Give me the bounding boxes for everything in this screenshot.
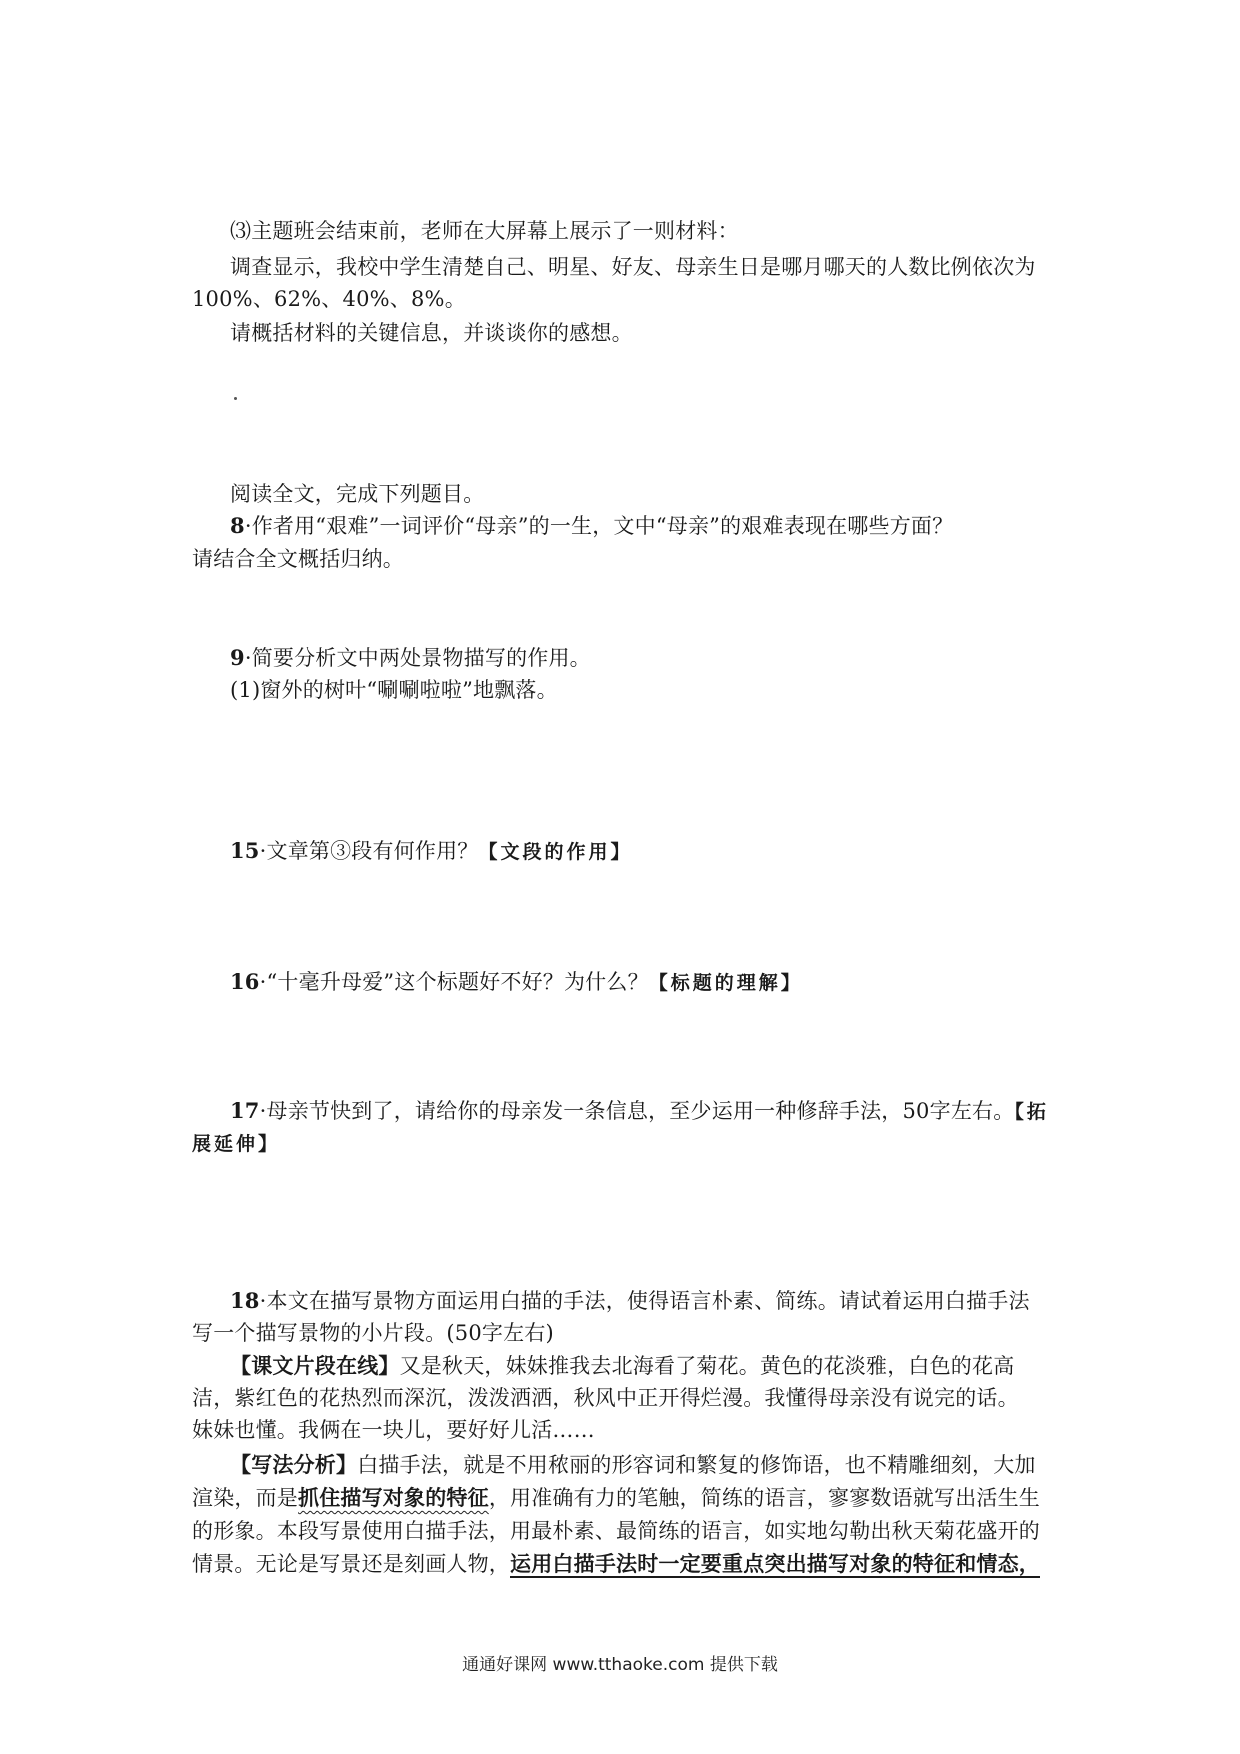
question-17-tag-part1: 【拓 (1014, 1101, 1049, 1123)
question-15 (230, 836, 1062, 867)
analysis-text-line2-a: 渲染，而是 (192, 1486, 298, 1510)
question-15-tag: 【文段的作用】 (478, 841, 633, 863)
question-18-line1 (230, 1286, 1062, 1316)
analysis-line4 (192, 1549, 1062, 1579)
question-15-number: 15 (230, 838, 260, 863)
question-9-text: ·简要分析文中两处景物描写的作用。 (244, 646, 591, 670)
read-instruction: 阅读全文，完成下列题目。 (230, 482, 485, 506)
excerpt-line2: 洁，紫红色的花热烈而深沉，泼泼洒洒，秋风中正开得烂漫。我懂得母亲没有说完的话。 (192, 1386, 1019, 1410)
question-9-sub1: (1)窗外的树叶“唰唰啦啦”地飘落。 (230, 678, 558, 702)
question-16-number: 16 (230, 969, 260, 994)
question-8-line2: 请结合全文概括归纳。 (192, 547, 404, 571)
question-8-number: 8 (230, 513, 245, 538)
analysis-emphasis-technique: 运用白描手法时一定要重点突出描写对象的特征和情态， (510, 1551, 1040, 1576)
excerpt-text-line1: 又是秋天，妹妹推我去北海看了菊花。黄色的花淡雅，白色的花高 (399, 1354, 1015, 1378)
section3-intro: ⑶主题班会结束前，老师在大屏幕上展示了一则材料： (230, 219, 739, 243)
question-16 (230, 967, 1062, 998)
question-17-text: ·母亲节快到了，请给你的母亲发一条信息，至少运用一种修辞手法，50字左右。 (259, 1099, 1015, 1123)
stray-dot-mark (234, 397, 237, 400)
question-18-text: ·本文在描写景物方面运用白描的手法，使得语言朴素、简练。请试着运用白描手法 (259, 1289, 1030, 1313)
analysis-emphasis-feature: 抓住描写对象的特征 (298, 1485, 489, 1510)
question-8-line1 (230, 511, 1062, 541)
question-16-text: ·“十毫升母爱”这个标题好不好？为什么？ (259, 970, 649, 994)
question-18-line2: 写一个描写景物的小片段。(50字左右) (192, 1321, 554, 1345)
analysis-line3: 的形象。本段写景使用白描手法，用最朴素、最简练的语言，如实地勾勒出秋天菊花盛开的 (192, 1519, 1040, 1543)
excerpt-label: 【课文片段在线】 (230, 1353, 400, 1378)
analysis-text-line1: 白描手法，就是不用秾丽的形容词和繁复的修饰语，也不精雕细刻，大加 (357, 1453, 1036, 1477)
question-17-line1 (230, 1096, 1062, 1127)
page-footer: 通通好课网 www.tthaoke.com 提供下载 (462, 1655, 778, 1675)
section3-prompt: 请概括材料的关键信息，并谈谈你的感想。 (230, 321, 633, 345)
analysis-line1 (230, 1450, 1062, 1480)
excerpt-line1 (230, 1351, 1062, 1381)
question-17-line2 (192, 1128, 1062, 1159)
analysis-label: 【写法分析】 (230, 1452, 358, 1477)
excerpt-line3: 妹妹也懂。我俩在一块儿，要好好儿活…… (192, 1418, 595, 1442)
question-18-number: 18 (230, 1288, 260, 1313)
analysis-text-line4-a: 情景。无论是写景还是刻画人物， (192, 1552, 510, 1576)
question-17-tag-part2: 展延伸】 (192, 1133, 281, 1155)
section3-material-line1: 调查显示，我校中学生清楚自己、明星、好友、母亲生日是哪月哪天的人数比例依次为 (230, 255, 1036, 279)
question-8-text: ·作者用“艰难”一词评价“母亲”的一生，文中“母亲”的艰难表现在哪些方面？ (244, 514, 954, 538)
analysis-text-line2-c: ，用准确有力的笔触，简练的语言，寥寥数语就写出活生生 (488, 1486, 1041, 1510)
question-9-line1 (230, 643, 1062, 673)
question-15-text: ·文章第③段有何作用？ (259, 839, 479, 863)
question-16-tag: 【标题的理解】 (648, 972, 803, 994)
question-17-number: 17 (230, 1098, 260, 1123)
section3-material-line2: 100%、62%、40%、8%。 (192, 287, 466, 311)
analysis-line2 (192, 1483, 1062, 1513)
question-9-number: 9 (230, 645, 245, 670)
